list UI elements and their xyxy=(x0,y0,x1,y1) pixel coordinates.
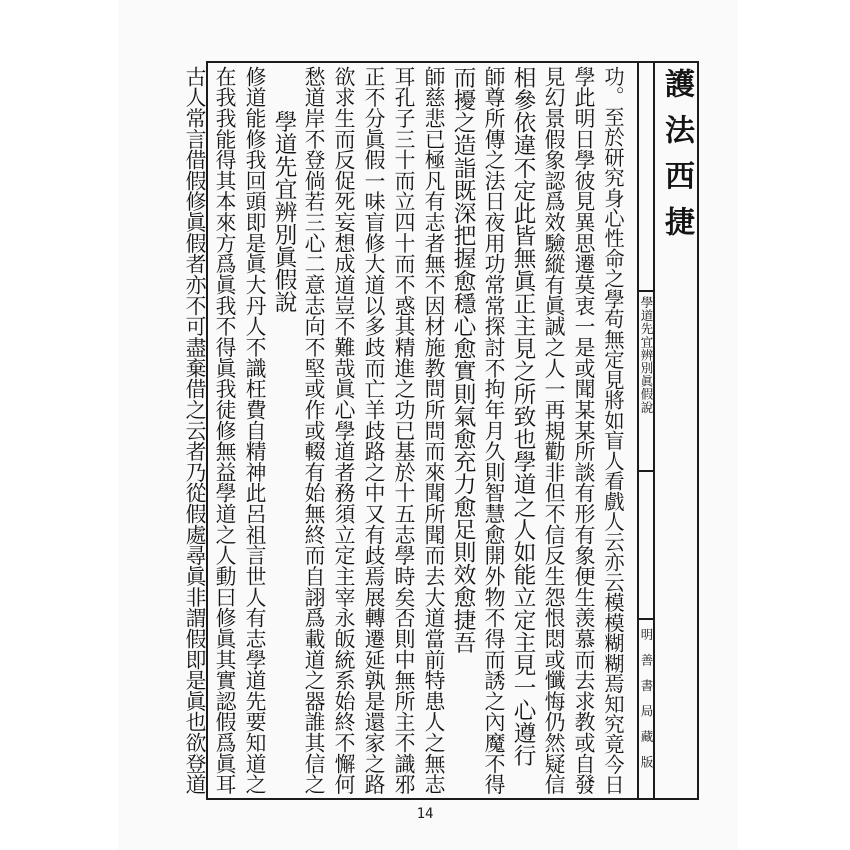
text-column: 而擾之造詣既深把握愈穩心愈實則氣愈充力愈足則效愈捷吾 xyxy=(450,66,476,654)
frame-right-border xyxy=(697,61,699,800)
frame-bottom-border xyxy=(206,798,699,800)
text-column: 師慈悲已極凡有志者無不因材施教問所問而來聞所聞而去大道當前特患人之無志 xyxy=(421,66,445,795)
margin-band-divider xyxy=(637,470,654,472)
book-title: 護法西捷 xyxy=(659,68,694,252)
margin-band-divider xyxy=(637,290,654,292)
page-number: 14 xyxy=(416,806,434,822)
margin-band-divider xyxy=(637,618,654,620)
text-column: 耳孔子三十而立四十而不惑其精進之功已基於十五志學時矣否則中無所主不識邪 xyxy=(391,66,415,795)
text-column: 學此明日學彼見異思遷莫衷一是或聞某某所談有形有象便生羡慕而去求教或自發 xyxy=(571,66,595,795)
text-column: 功。至於研究身心性命之學苟無定見將如盲人看戲人云亦云模模糊糊焉知究竟今日 xyxy=(601,66,625,795)
text-column: 愁道岸不登倘若三心二意志向不堅或作或輟有始無終而自詡爲載道之器誰其信之 xyxy=(301,66,325,795)
publisher-imprint: 明善書局藏版 xyxy=(639,628,654,781)
text-column: 修道能修我回頭即是眞大丹人不識枉費自精神此呂祖言世人有志學道先要知道之 xyxy=(242,66,266,795)
text-column: 正不分眞假一味盲修大道以多歧而亡羊歧路之中又有歧焉展轉遷延孰是還家之路 xyxy=(361,66,385,795)
text-column: 見幻景假象認爲效驗縱有眞誠之人一再規勸非但不信反生怨恨悶或懺悔仍然疑信 xyxy=(541,66,565,795)
text-column: 在我我能得其本來方爲眞我不得眞我徒修無益學道之人動曰修眞其實認假爲眞耳 xyxy=(212,66,236,795)
frame-top-border xyxy=(206,61,699,63)
text-column: 相參依違不定此皆無眞正主見之所致也學道之人如能立定主見一心遵行 xyxy=(510,66,536,767)
text-column: 師尊所傳之法日夜用功常常探討不拘年月久則智慧愈開外物不得而誘之內魔不得 xyxy=(481,66,505,795)
text-column: 欲求生而反促死妄想成道豈不難哉眞心學道者務須立定主宰永皈統系始終不懈何 xyxy=(331,66,355,795)
section-heading: 學道先宜辨別眞假說 xyxy=(271,110,297,314)
section-title: 學道先宜辨別眞假說 xyxy=(639,296,654,414)
text-column: 古人常言借假修眞假者亦不可盡棄借之云者乃從假處尋眞非謂假即是眞也欲登道 xyxy=(182,66,206,795)
